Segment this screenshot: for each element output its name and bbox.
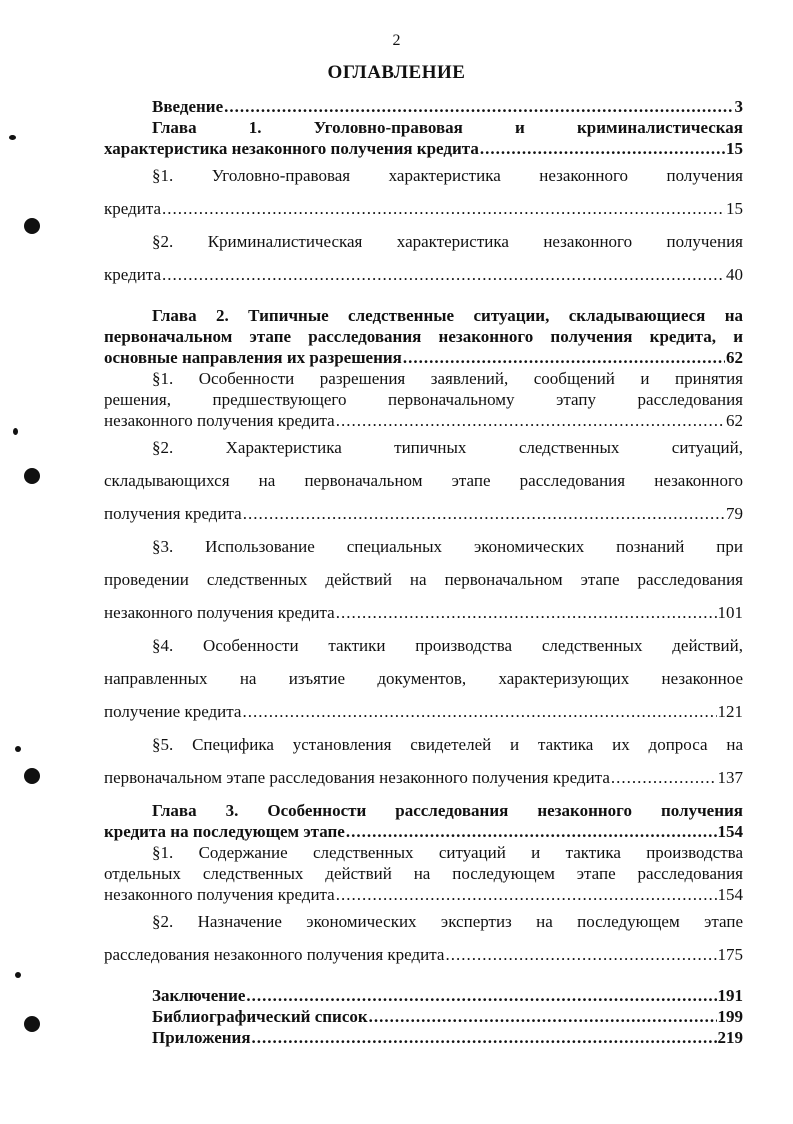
page-ref: 175 [717, 945, 743, 964]
toc-entry-introduction: Введение ..... 3 [104, 96, 743, 117]
punch-hole [24, 218, 40, 234]
page-ref: 3 [734, 97, 743, 116]
page-ref: 15 [726, 139, 743, 158]
scan-speck [15, 972, 21, 978]
page-ref: 154 [717, 822, 743, 841]
scan-speck [15, 746, 21, 752]
page-ref: 121 [717, 702, 743, 721]
page-ref: 137 [717, 768, 743, 787]
toc-entry-chapter-3: Глава 3. Особенности расследования незаконного получения кредита на последующем этапе ..... 154 [104, 800, 743, 842]
toc-entry-chapter-1: Глава 1. Уголовно-правовая и криминалистическая характеристика незаконного получения кредита ..... 15 [104, 117, 743, 159]
toc-entry-conclusion: Заключение ..... 191 [104, 985, 743, 1006]
toc-entry-chapter-1-section-1: §1. Уголовно-правовая характеристика незаконного получения кредита ..... 15 [104, 159, 743, 225]
table-of-contents [104, 96, 743, 1048]
page-ref: 79 [726, 504, 743, 523]
punch-hole [24, 468, 40, 484]
page-ref: 199 [717, 1007, 743, 1026]
page-title: ОГЛАВЛЕНИЕ [327, 62, 466, 83]
page-ref: 191 [717, 986, 743, 1005]
toc-entry-chapter-3-section-1: §1. Содержание следственных ситуаций и тактика производства отдельных следственных действий на последующем этапе расследования незаконного получения кредита ..... 154 [104, 842, 743, 905]
toc-entry-chapter-2-section-3: §3. Использование специальных экономических познаний при проведении следственных действий на первоначальном этапе расследования незаконного получения кредита ..... 101 [104, 530, 743, 629]
toc-entry-chapter-2-section-5: §5. Специфика установления свидетелей и тактика их допроса на первоначальном этапе расследования незаконного получения кредита ..... 137 [104, 728, 743, 794]
toc-entry-bibliography: Библиографический список ..... 199 [104, 1006, 743, 1027]
page-ref: 15 [726, 199, 743, 218]
toc-entry-chapter-2: Глава 2. Типичные следственные ситуации, складывающиеся на первоначальном этапе расследования незаконного получения кредита, и основные направления их разрешения ..... 62 [104, 305, 743, 368]
page-ref: 219 [717, 1028, 743, 1047]
page-ref: 62 [726, 411, 743, 430]
toc-entry-chapter-2-section-4: §4. Особенности тактики производства следственных действий, направленных на изъятие документов, характеризующих незаконное получение кредита ..... 121 [104, 629, 743, 728]
page-ref: 40 [726, 265, 743, 284]
toc-entry-chapter-2-section-2: §2. Характеристика типичных следственных ситуаций, складывающихся на первоначальном этапе расследования незаконного получения кредита ..... 79 [104, 431, 743, 530]
punch-hole [24, 768, 40, 784]
toc-entry-chapter-3-section-2: §2. Назначение экономических экспертиз на последующем этапе расследования незаконного получения кредита ..... 175 [104, 905, 743, 971]
scan-speck [9, 135, 16, 140]
toc-entry-chapter-2-section-1: §1. Особенности разрешения заявлений, сообщений и принятия решения, предшествующего первоначальному этапу расследования незаконного получения кредита ..... 62 [104, 368, 743, 431]
punch-hole [24, 1016, 40, 1032]
scan-speck [13, 428, 18, 435]
page-ref: 62 [726, 348, 743, 367]
page-ref: 154 [717, 885, 743, 904]
page-number: 2 [392, 32, 401, 49]
page-ref: 101 [717, 603, 743, 622]
toc-entry-appendix: Приложения ..... 219 [104, 1027, 743, 1048]
toc-entry-chapter-1-section-2: §2. Криминалистическая характеристика незаконного получения кредита ..... 40 [104, 225, 743, 291]
